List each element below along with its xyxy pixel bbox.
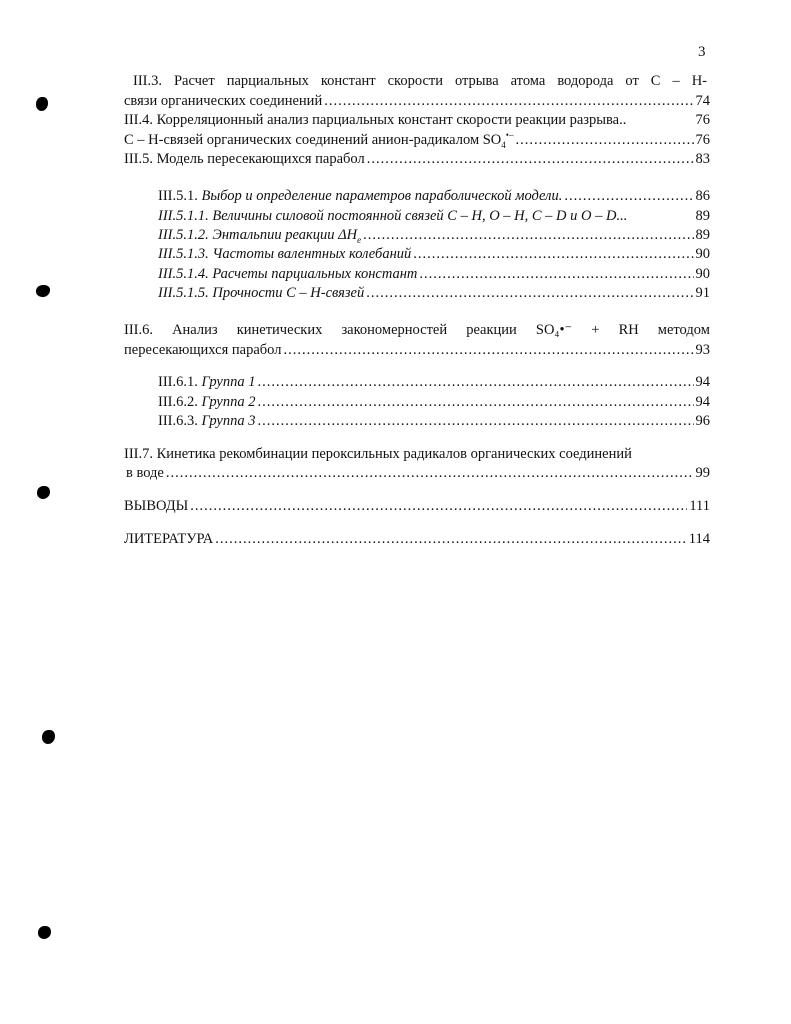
page-ref: 74 [695,93,710,109]
toc-entry-3-4-line2: С – Н-связей органических соединений анион-радикалом $SO_4^{•-}$ ..... 76 [124,131,710,150]
page-number: 3 [698,44,706,60]
toc-entry-3-5-1: III.5.1. Выбор и определение параметров параболической модели. ..... 86 [158,187,710,206]
toc-entry-3-4-line1: III.4. Корреляционный анализ парциальных констант скорости реакции разрыва.. 76 [124,112,710,128]
page-ref: 96 [695,413,710,429]
toc-entry-3-5-1-3: III.5.1.3. Частоты валентных колебаний ..... 90 [158,245,710,264]
page-ref: 99 [695,465,710,481]
toc-entry-3-7-line2: в воде ..... 99 [126,464,710,483]
page-ref: 90 [695,246,710,262]
page-ref: 89 [695,227,710,243]
toc-entry-3-6-1: III.6.1. Группа 1 ..... 94 [158,373,710,392]
page-ref: 76 [695,112,710,128]
toc-entry-3-5-1-2: III.5.1.2. Энтальпии реакции $\Delta H_e$ ..... 89 [158,226,710,245]
toc-entry-conclusions: ВЫВОДЫ ..... 111 [124,497,710,516]
toc-entry-3-6-3: III.6.3. Группа 3 ..... 96 [158,412,710,431]
page-ref: 94 [695,394,710,410]
toc-entry-3-7-line1: III.7. Кинетика рекомбинации пероксильных радикалов органических соединений [124,446,632,462]
toc-entry-3-3-line1: III.3. Расчет парциальных констант скорости отрыва атома водорода от С – Н- [133,73,707,89]
toc-entry-3-5-1-5: III.5.1.5. Прочности С – Н-связей ..... 91 [158,284,710,303]
toc-entry-references: ЛИТЕРАТУРА ..... 114 [124,530,710,549]
toc-entry-3-5-1-1: III.5.1.1. Величины силовой постоянной связей С – Н, О – Н, С – D и О – D... 89 [158,208,710,224]
page-ref: 111 [689,498,710,514]
page-ref: 89 [695,208,710,224]
page-ref: 90 [695,266,710,282]
page-ref: 114 [688,531,710,547]
toc-entry-3-6-2: III.6.2. Группа 2 ..... 94 [158,393,710,412]
toc-entry-3-5-1-4: III.5.1.4. Расчеты парциальных констант ..... 90 [158,265,710,284]
page-ref: 83 [695,151,710,167]
toc-entry-3-6-line2: пересекающихся парабол ..... 93 [124,341,710,360]
toc-entry-3-3-line2: связи органических соединений ..... 74 [124,92,710,111]
page-ref: 76 [695,132,710,148]
page-ref: 91 [695,285,710,301]
toc-entry-3-6-line1: III.6. Анализ кинетических закономерностей реакции SO₄•⁻ + RH методом [124,322,710,338]
page-ref: 94 [695,374,710,390]
toc-entry-3-5: III.5. Модель пересекающихся парабол ..... 83 [124,150,710,169]
page-ref: 93 [695,342,710,358]
page-ref: 86 [695,188,710,204]
